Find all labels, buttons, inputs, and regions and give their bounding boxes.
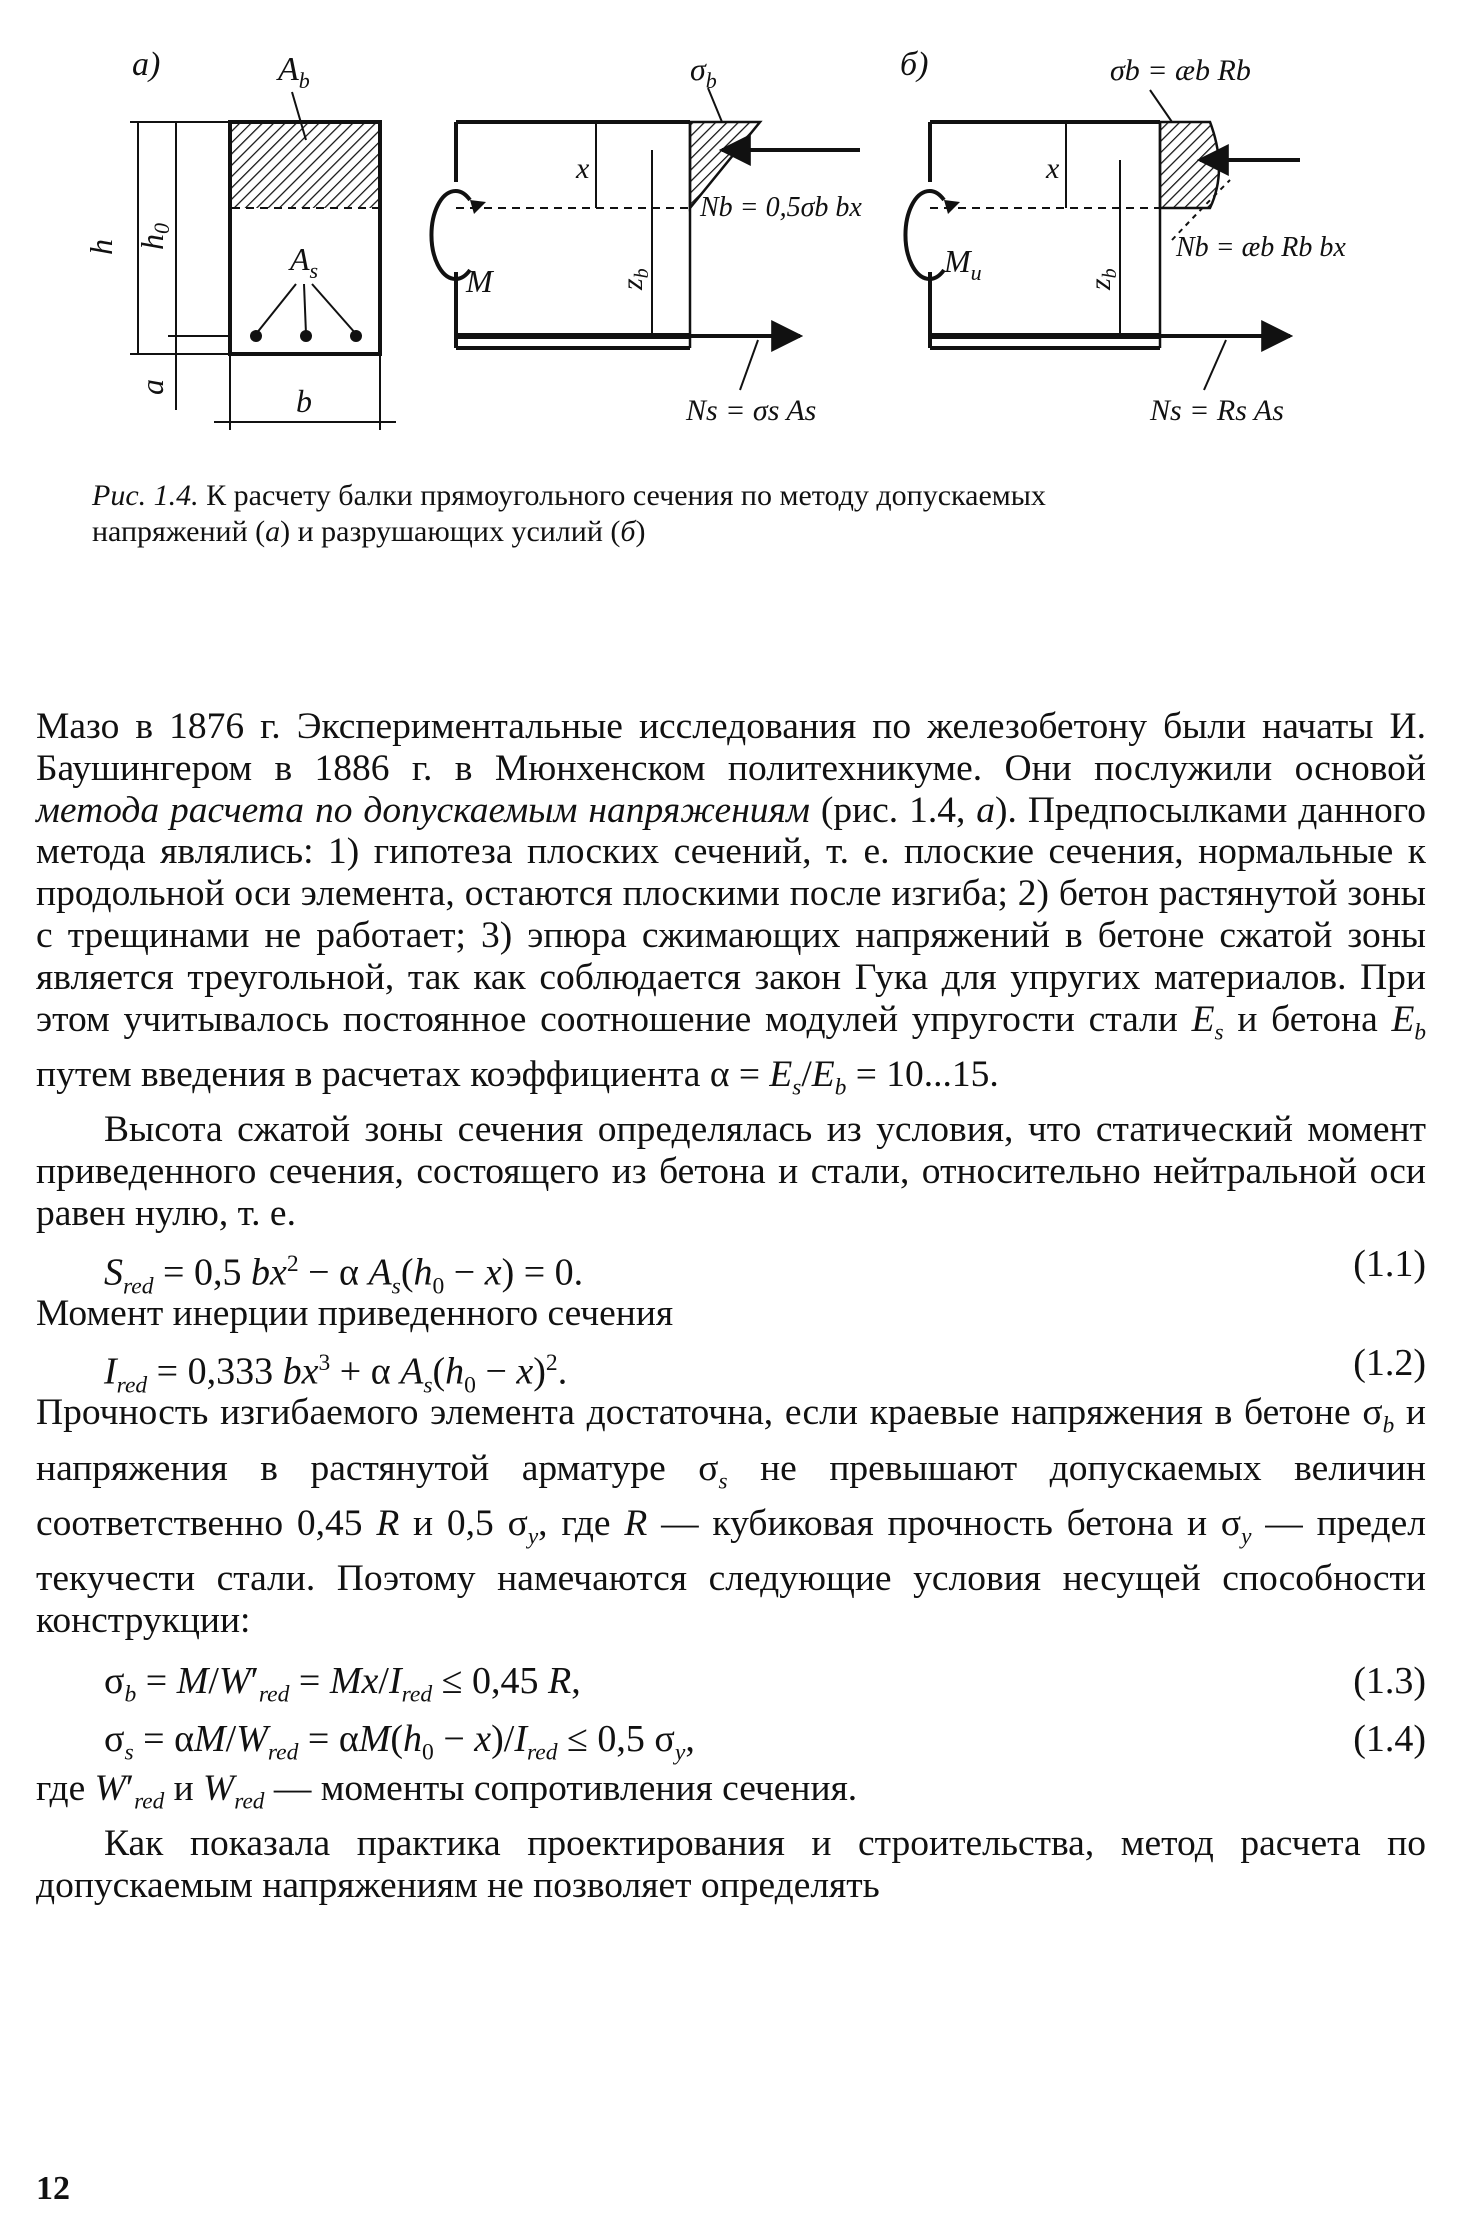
equation-1-3 xyxy=(36,1652,1426,1710)
label-Ns-b: Ns = Rs As xyxy=(1150,394,1284,427)
p1-end: ). Предпосылками данного метода являлись: 1) гипотеза плоских сечений, т. е. плоские сечения, нормальные к продольной оси элемента, остаются плоскими после изгиба; 2) бетон растянутой зоны с трещинами не работает; 3) эпюра сжимающих напряжений в бетоне сжатой зоны является треугольной, так как соблюдается закон Гука для упругих материалов. При этом учитывалось постоянное соотношение модулей упругости стали xyxy=(36,789,1427,1040)
caption-line2-c: ) xyxy=(635,515,646,548)
eq2-formula: $I_{red} = 0,333$ $bx^3 + \alpha$ $A_s(h_0 - x)^2$. xyxy=(104,1350,568,1399)
caption-line1: К расчету балки прямоугольного сечения по методу допускаемых xyxy=(198,479,1046,512)
label-As: $A_s$ xyxy=(290,241,319,283)
rebar-left xyxy=(250,330,262,342)
p1-ratio: E xyxy=(769,1053,793,1095)
label-b: b xyxy=(296,383,312,419)
label-Mu: $M_u$ xyxy=(944,243,982,285)
p4-c: не превышают допускаемых величин соответственно 0,45 xyxy=(36,1447,1427,1544)
equation-1-2 xyxy=(36,1334,1426,1399)
label-x-b: x xyxy=(1046,152,1060,185)
eq1-number: (1.1) xyxy=(1353,1242,1426,1285)
label-sigma-top-b: σb = æb Rb xyxy=(1110,54,1251,87)
p1-italic: метода расчета по допускаемым напряжениям xyxy=(36,789,810,831)
panel-a-beam xyxy=(431,51,862,427)
paragraph-2: Высота сжатой зоны сечения определялась из условия, что статический момент приведенного сечения, состоящего из бетона и стали, относительно нейтральной оси равен нулю, т. е. xyxy=(36,1109,1426,1234)
caption-line2-a: напряжений ( xyxy=(92,515,266,548)
label-h0: h0 xyxy=(134,223,174,250)
equation-1-4 xyxy=(36,1710,1426,1768)
As-leader-left xyxy=(256,284,296,334)
label-Ab: $A_b$ xyxy=(278,51,310,93)
p1-start: Мазо в 1876 г. Экспериментальные исследования по железобетону были начаты И. Баушингером в 1886 г. в Мюнхенском политехникуме. Они послужили основой xyxy=(36,706,1426,789)
p1-ratio2-sub: b xyxy=(834,1074,847,1101)
caption-letter-b: б xyxy=(620,515,636,548)
sigma-b-leader xyxy=(708,88,722,122)
p5-c: — моменты сопротивления сечения. xyxy=(264,1767,858,1809)
label-b-panel: б) xyxy=(900,46,929,83)
rebar-right xyxy=(350,330,362,342)
eq3-formula: $\sigma_b = M/W'_{red} = Mx/I_{red} \le 0,45$ R, xyxy=(104,1659,581,1708)
p4-f: — кубиковая прочность бетона и σ xyxy=(647,1502,1242,1544)
caption-line2-b: ) и разрушающих усилий ( xyxy=(280,515,621,548)
p1-Eb: E xyxy=(1391,998,1415,1040)
moment-M-head xyxy=(470,200,486,214)
eq2-number: (1.2) xyxy=(1353,1342,1426,1385)
eq1-formula: $S_{red} = 0,5$ $bx^2 - \alpha$ $A_s(h_0 - x) = 0$. xyxy=(104,1250,584,1299)
body-text xyxy=(36,706,1426,1907)
figure-caption xyxy=(92,478,1392,550)
p4-R: R xyxy=(376,1502,400,1544)
sigma-top-b-leader xyxy=(1150,90,1172,122)
p5-b: и xyxy=(164,1767,204,1809)
eq4-number: (1.4) xyxy=(1353,1717,1426,1760)
p1-final: = 10...15. xyxy=(846,1053,999,1095)
Ns-b-leader xyxy=(1204,340,1226,390)
equation-1-1 xyxy=(36,1235,1426,1299)
rebar-mid xyxy=(300,330,312,342)
eq3-number: (1.3) xyxy=(1353,1659,1426,1702)
paragraph-4: Прочность изгибаемого элемента достаточна, если краевые напряжения в бетоне $\sigma_b$ и напряжения в растянутой арматуре $\sigma_s$ не превышают допускаемых величин соответственно 0,45 R и 0,5 $\sigma_y$, где R — кубиковая прочность бетона и $\sigma_y$ — предел текучести стали. Поэтому намечаются следующие условия несущей способности конструкции: xyxy=(36,1392,1427,1642)
label-zb-b: $z_b$ xyxy=(1084,268,1121,290)
moment-Mu-head xyxy=(944,200,960,214)
p1-ratio-sub: s xyxy=(792,1074,802,1101)
figure-1-4 xyxy=(0,0,1462,460)
p4-g: — предел текучести стали. Поэтому намечаются следующие условия несущей способности конструкции: xyxy=(36,1502,1426,1642)
eq4-formula: $\sigma_s = \alpha M/W_{red} = \alpha M(h_0 - x)/I_{red} \le 0,5$ $\sigma_y$, xyxy=(104,1717,695,1766)
paragraph-1 xyxy=(36,706,1426,1109)
moment-M-arrow xyxy=(431,191,470,279)
paragraph-3: Момент инерции приведенного сечения xyxy=(36,1292,674,1334)
p4-e: , где xyxy=(538,1502,625,1544)
label-Ns-a: Ns = σs As xyxy=(686,394,817,427)
p1-Es: E xyxy=(1191,998,1215,1040)
caption-letter-a: а xyxy=(265,515,281,548)
p4-a: Прочность изгибаемого элемента достаточна, если краевые напряжения в бетоне σ xyxy=(36,1392,1383,1434)
label-sigma-b: $\sigma_b$ xyxy=(690,51,717,93)
label-h: h xyxy=(83,239,119,255)
panel-a-section xyxy=(83,46,396,430)
p1-mid: (рис. 1.4, xyxy=(809,789,977,831)
p1-Es-sub: s xyxy=(1214,1019,1224,1046)
As-leader-right xyxy=(312,284,356,334)
p1-mid-italic: а xyxy=(976,789,996,831)
label-a-dim: a xyxy=(134,379,170,395)
p4-d: и 0,5 σ xyxy=(399,1502,528,1544)
moment-Mu-arrow xyxy=(905,191,944,279)
label-Nb-a: Nb = 0,5σb bx xyxy=(700,192,862,223)
As-leader-mid xyxy=(304,284,306,334)
paragraph-6: Как показала практика проектирования и строительства, метод расчета по допускаемым напряжениям не позволяет определять xyxy=(36,1823,1426,1906)
label-zb-a: $z_b$ xyxy=(616,268,653,290)
p4-b: и напряжения в растянутой арматуре σ xyxy=(36,1392,1426,1489)
p1-and: и бетона xyxy=(1223,998,1392,1040)
p1-Eb-sub: b xyxy=(1414,1019,1427,1046)
label-Nb-b: Nb = æb Rb bx xyxy=(1176,232,1346,263)
stress-block-b xyxy=(1160,122,1219,208)
Ns-a-leader xyxy=(740,340,758,390)
label-x-a: x xyxy=(576,152,590,185)
p5-a: где xyxy=(36,1767,95,1809)
p1-ratio2: E xyxy=(811,1053,835,1095)
caption-prefix: Рис. 1.4. xyxy=(92,479,199,512)
paragraph-5: где $W'_{red}$ и $W_{red}$ — моменты сопротивления сечения. xyxy=(36,1767,858,1815)
p1-tail: путем введения в расчетах коэффициента α = xyxy=(36,1053,770,1095)
page-number: 12 xyxy=(36,2170,70,2207)
panel-b-beam xyxy=(900,46,1346,427)
p4-R2: R xyxy=(624,1502,648,1544)
label-M: M xyxy=(466,263,493,299)
p1-slash: / xyxy=(801,1053,812,1095)
label-a: а) xyxy=(132,46,161,83)
